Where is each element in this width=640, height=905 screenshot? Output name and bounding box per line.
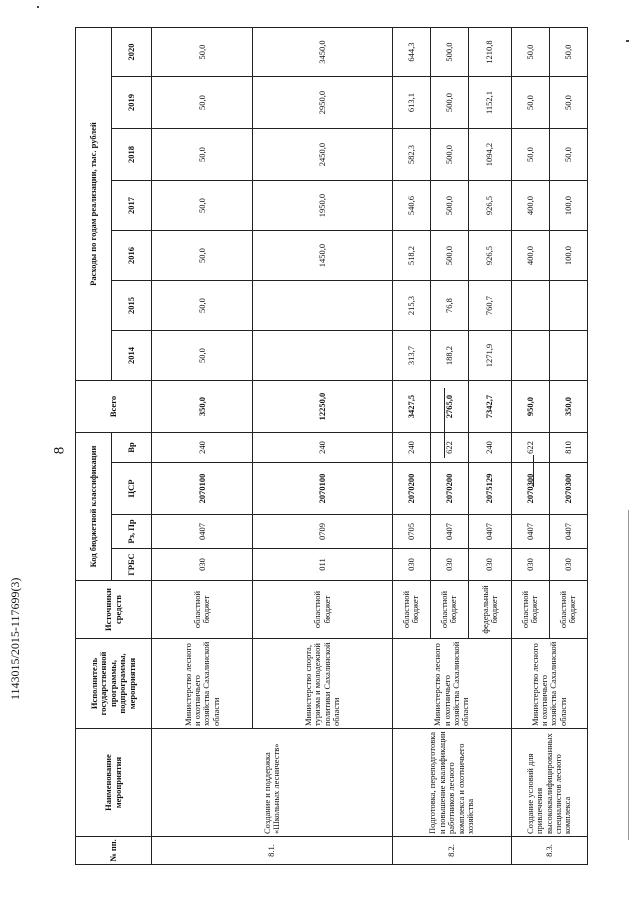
- csr-cell: 2070200: [430, 463, 468, 515]
- vr-cell: 240: [253, 433, 392, 463]
- year-cell: 926,5: [468, 231, 511, 281]
- scan-edge-mark: [628, 510, 629, 840]
- vr-cell: 240: [152, 433, 253, 463]
- source-cell: областной бюджет: [511, 581, 549, 639]
- csr-cell: 2075129: [468, 463, 511, 515]
- header-year-2016: 2016: [112, 231, 152, 281]
- year-cell: 1450,0: [253, 231, 392, 281]
- year-cell: 50,0: [152, 331, 253, 381]
- year-cell: 500,0: [430, 28, 468, 77]
- rzpr-cell: 0407: [152, 515, 253, 549]
- year-cell: 400,0: [511, 181, 549, 231]
- document-id: 1143015/2015-117699(3): [8, 577, 22, 700]
- vr-cell: 622: [511, 433, 549, 463]
- total-cell: 950,0: [511, 381, 549, 433]
- year-cell: 50,0: [152, 281, 253, 331]
- year-cell: 50,0: [549, 28, 587, 77]
- vr-cell: 240: [392, 433, 430, 463]
- year-cell: 518,2: [392, 231, 430, 281]
- budget-table: [75, 27, 588, 865]
- csr-cell: 2070100: [152, 463, 253, 515]
- year-cell: 644,3: [392, 28, 430, 77]
- year-cell: 76,8: [430, 281, 468, 331]
- year-cell: [253, 281, 392, 331]
- grbs-cell: 030: [549, 549, 587, 581]
- source-cell: областной бюджет: [392, 581, 430, 639]
- year-cell: 500,0: [430, 231, 468, 281]
- row-number: 8.1.: [152, 837, 393, 865]
- vr-cell: 622: [430, 433, 468, 463]
- rzpr-cell: 0705: [392, 515, 430, 549]
- scan-speck: [37, 6, 39, 8]
- grbs-cell: 030: [468, 549, 511, 581]
- year-cell: 1152,1: [468, 77, 511, 129]
- year-cell: 50,0: [152, 181, 253, 231]
- rzpr-cell: 0709: [253, 515, 392, 549]
- table-row: [152, 28, 253, 865]
- header-event-name: Наименование мероприятия: [76, 729, 152, 837]
- year-cell: 50,0: [152, 77, 253, 129]
- header-year-2018: 2018: [112, 129, 152, 181]
- year-cell: 613,1: [392, 77, 430, 129]
- year-cell: 500,0: [430, 129, 468, 181]
- executor-cell: Министерство спорта, туризма и молодежной политики Сахалинской области: [253, 639, 392, 729]
- year-cell: 1210,8: [468, 28, 511, 77]
- header-no: № пп.: [76, 837, 152, 865]
- year-cell: 2450,0: [253, 129, 392, 181]
- year-cell: 926,5: [468, 181, 511, 231]
- header-year-2017: 2017: [112, 181, 152, 231]
- header-year-2015: 2015: [112, 281, 152, 331]
- year-cell: 400,0: [511, 231, 549, 281]
- rzpr-cell: 0407: [511, 515, 549, 549]
- header-year-2020: 2020: [112, 28, 152, 77]
- total-cell: 3427,5: [392, 381, 430, 433]
- year-cell: 100,0: [549, 231, 587, 281]
- source-cell: областной бюджет: [430, 581, 468, 639]
- year-cell: 500,0: [430, 77, 468, 129]
- page-number: 8: [51, 446, 68, 455]
- rzpr-cell: 0407: [549, 515, 587, 549]
- rzpr-cell: 0407: [430, 515, 468, 549]
- header-total: Всего: [76, 381, 152, 433]
- header-budget-code: Код бюджетной классификации: [76, 433, 112, 581]
- year-cell: 50,0: [549, 129, 587, 181]
- event-name: Создание и поддержка «Школьных лесничеств»: [152, 729, 393, 837]
- header-expenses: Расходы по годам реализации, тыс. рублей: [76, 28, 112, 381]
- total-cell: 350,0: [152, 381, 253, 433]
- year-cell: [549, 331, 587, 381]
- year-cell: 188,2: [430, 331, 468, 381]
- year-cell: 215,3: [392, 281, 430, 331]
- row-number: 8.2.: [392, 837, 511, 865]
- total-cell: 350,0: [549, 381, 587, 433]
- year-cell: [511, 331, 549, 381]
- grbs-cell: 030: [430, 549, 468, 581]
- table-row: [392, 28, 430, 865]
- year-cell: 50,0: [511, 77, 549, 129]
- vr-cell: 240: [468, 433, 511, 463]
- year-cell: 2950,0: [253, 77, 392, 129]
- source-cell: областной бюджет: [152, 581, 253, 639]
- grbs-cell: 030: [392, 549, 430, 581]
- grbs-cell: 030: [152, 549, 253, 581]
- year-cell: 3450,0: [253, 28, 392, 77]
- total-cell: 2765,0: [430, 381, 468, 433]
- row-number: 8.3.: [511, 837, 587, 865]
- executor-cell: Министерство лесного и охотничьего хозяйства Сахалинской области: [511, 639, 587, 729]
- year-cell: 50,0: [152, 231, 253, 281]
- year-cell: 500,0: [430, 181, 468, 231]
- year-cell: [549, 281, 587, 331]
- header-vr: Вр: [112, 433, 152, 463]
- vr-cell: 810: [549, 433, 587, 463]
- year-cell: 50,0: [511, 129, 549, 181]
- source-cell: областной бюджет: [253, 581, 392, 639]
- header-year-2014: 2014: [112, 331, 152, 381]
- executor-cell: Министерство лесного и охотничьего хозяйства Сахалинской области: [152, 639, 253, 729]
- year-cell: 100,0: [549, 181, 587, 231]
- year-cell: 50,0: [511, 28, 549, 77]
- executor-cell: Министерство лесного и охотничьего хозяйства Сахалинской области: [392, 639, 511, 729]
- year-cell: 313,7: [392, 331, 430, 381]
- year-cell: 1950,0: [253, 181, 392, 231]
- csr-cell: 2070300: [549, 463, 587, 515]
- event-name: Подготовка, переподготовка и повышение квалификации работников лесного комплекса и охотничьего хозяйства: [392, 729, 511, 837]
- event-name: Создание условий для привлечения высококвалифицированных специалистов лесного комплекса: [511, 729, 587, 837]
- year-cell: 50,0: [549, 77, 587, 129]
- source-cell: федеральный бюджет: [468, 581, 511, 639]
- grbs-cell: 030: [511, 549, 549, 581]
- year-cell: 582,3: [392, 129, 430, 181]
- scan-speck: [626, 40, 629, 42]
- year-cell: [253, 331, 392, 381]
- grbs-cell: 011: [253, 549, 392, 581]
- csr-cell: 2070300: [511, 463, 549, 515]
- table-row: [511, 28, 549, 865]
- source-cell: областной бюджет: [549, 581, 587, 639]
- budget-table-container: [75, 27, 588, 865]
- header-csr: ЦСР: [112, 463, 152, 515]
- year-cell: 1094,2: [468, 129, 511, 181]
- year-cell: 50,0: [152, 28, 253, 77]
- year-cell: 1271,9: [468, 331, 511, 381]
- year-cell: 50,0: [152, 129, 253, 181]
- year-cell: [511, 281, 549, 331]
- total-cell: 12250,0: [253, 381, 392, 433]
- header-funding-source: Источники средств: [76, 581, 152, 639]
- header-grbs: ГРБС: [112, 549, 152, 581]
- year-cell: 540,6: [392, 181, 430, 231]
- year-cell: 760,7: [468, 281, 511, 331]
- header-rz-pr: Рз, Пр: [112, 515, 152, 549]
- csr-cell: 2070200: [392, 463, 430, 515]
- rzpr-cell: 0407: [468, 515, 511, 549]
- total-cell: 7342,7: [468, 381, 511, 433]
- header-year-2019: 2019: [112, 77, 152, 129]
- csr-cell: 2070100: [253, 463, 392, 515]
- header-executor: Исполнитель государственной программы, подпрограммы, мероприятия: [76, 639, 152, 729]
